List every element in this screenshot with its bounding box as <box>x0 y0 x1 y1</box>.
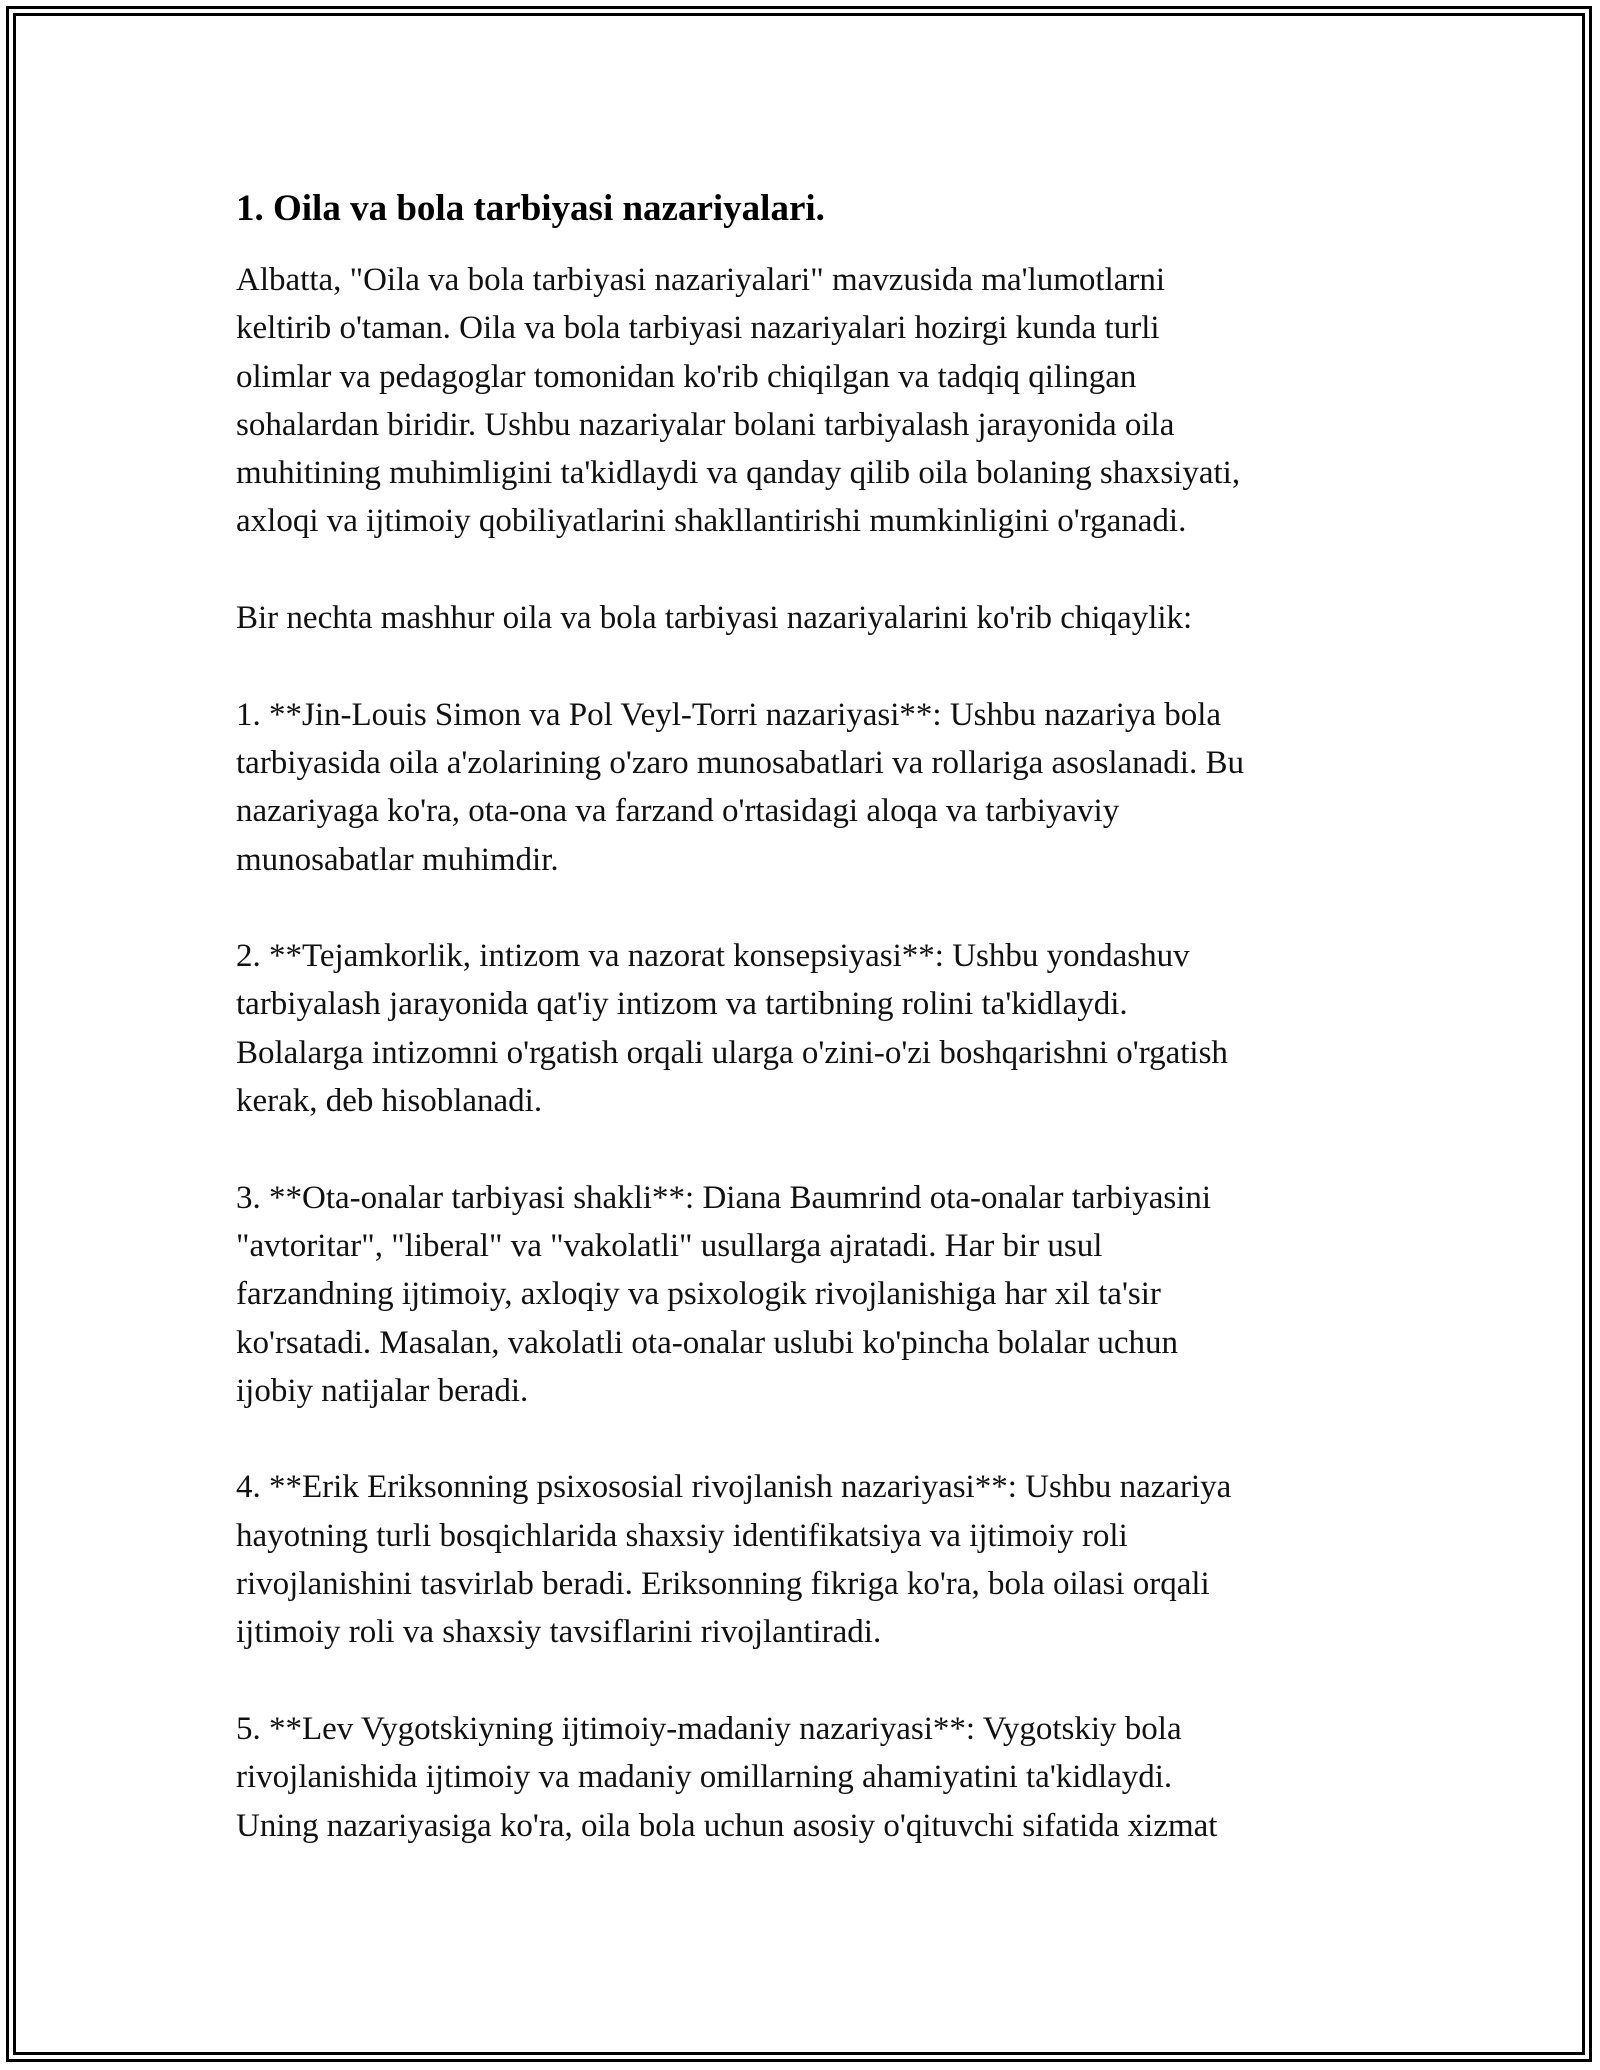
text-line: 4. **Erik Eriksonning psixososial rivojlanish nazariyasi**: Ushbu nazariya <box>236 1469 1232 1506</box>
text-line: nazariyaga ko'ra, ota-ona va farzand o'rtasidagi aloqa va tarbiyaviy <box>236 793 1120 830</box>
text-line: axloqi va ijtimoiy qobiliyatlarini shakllantirishi mumkinligini o'rganadi. <box>236 503 1187 540</box>
theory-item-1 <box>236 691 1366 884</box>
text-line: Uning nazariyasiga ko'ra, oila bola uchun asosiy o'qituvchi sifatida xizmat <box>236 1807 1218 1844</box>
text-line: tarbiyalash jarayonida qat'iy intizom va tartibning rolini ta'kidlaydi. <box>236 986 1128 1023</box>
text-line: ijobiy natijalar beradi. <box>236 1372 529 1409</box>
text-line: rivojlanishida ijtimoiy va madaniy omillarning ahamiyatini ta'kidlaydi. <box>236 1759 1173 1796</box>
text-line: olimlar va pedagoglar tomonidan ko'rib chiqilgan va tadqiq qilingan <box>236 358 1137 395</box>
text-line: muhitining muhimligini ta'kidlaydi va qanday qilib oila bolaning shaxsiyati, <box>236 455 1241 492</box>
text-line: kerak, deb hisoblanadi. <box>236 1083 543 1120</box>
theory-item-4 <box>236 1463 1366 1656</box>
document-body <box>236 186 1366 1850</box>
text-line: tarbiyasida oila a'zolarining o'zaro munosabatlari va rollariga asoslanadi. Bu <box>236 744 1244 781</box>
text-line: farzandning ijtimoiy, axloqiy va psixologik rivojlanishiga har xil ta'sir <box>236 1276 1161 1313</box>
document-title: 1. Oila va bola tarbiyasi nazariyalari. <box>236 188 825 229</box>
text-line: 5. **Lev Vygotskiyning ijtimoiy-madaniy nazariyasi**: Vygotskiy bola <box>236 1710 1182 1747</box>
text-line: Bir nechta mashhur oila va bola tarbiyasi nazariyalarini ko'rib chiqaylik: <box>236 600 1193 637</box>
text-line: ko'rsatadi. Masalan, vakolatli ota-onalar uslubi ko'pincha bolalar uchun <box>236 1324 1179 1361</box>
text-line: Bolalarga intizomni o'rgatish orqali ularga o'zini-o'zi boshqarishni o'rgatish <box>236 1034 1228 1071</box>
lead-in-paragraph <box>236 594 1366 642</box>
text-line: 3. **Ota-onalar tarbiyasi shakli**: Diana Baumrind ota-onalar tarbiyasini <box>236 1179 1212 1216</box>
text-line: ijtimoiy roli va shaxsiy tavsiflarini rivojlantiradi. <box>236 1614 882 1651</box>
text-line: 1. **Jin-Louis Simon va Pol Veyl-Torri nazariyasi**: Ushbu nazariya bola <box>236 696 1222 733</box>
text-line: keltirib o'taman. Oila va bola tarbiyasi nazariyalari hozirgi kunda turli <box>236 310 1160 347</box>
text-line: "avtoritar", "liberal" va "vakolatli" usullarga ajratadi. Har bir usul <box>236 1227 1103 1264</box>
text-line: hayotning turli bosqichlarida shaxsiy identifikatsiya va ijtimoiy roli <box>236 1517 1128 1554</box>
text-line: 2. **Tejamkorlik, intizom va nazorat konsepsiyasi**: Ushbu yondashuv <box>236 938 1190 975</box>
theory-item-2 <box>236 932 1366 1125</box>
text-line: rivojlanishini tasvirlab beradi. Eriksonning fikriga ko'ra, bola oilasi orqali <box>236 1566 1210 1603</box>
theory-item-5 <box>236 1705 1366 1850</box>
text-line: munosabatlar muhimdir. <box>236 841 559 878</box>
theory-item-3 <box>236 1174 1366 1415</box>
text-line: sohalardan biridir. Ushbu nazariyalar bolani tarbiyalash jarayonida oila <box>236 406 1175 443</box>
text-line: Albatta, "Oila va bola tarbiyasi nazariyalari" mavzusida ma'lumotlarni <box>236 262 1166 298</box>
intro-paragraph <box>236 256 1366 546</box>
